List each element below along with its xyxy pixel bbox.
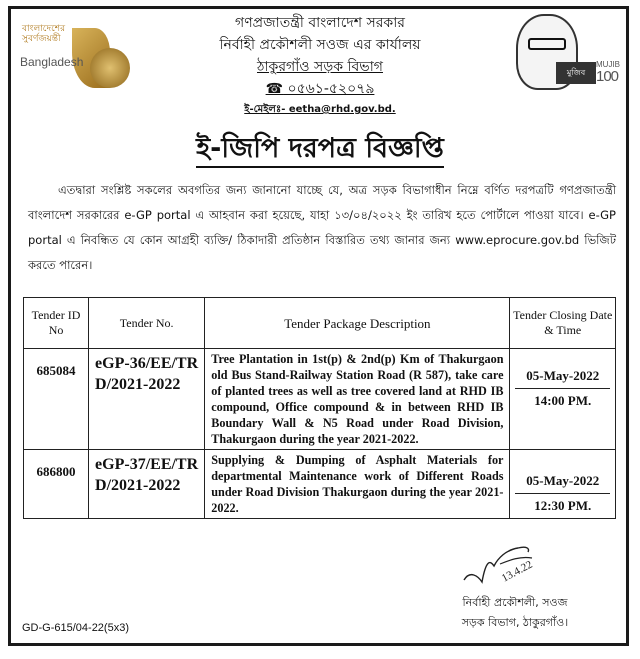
publication-code: GD-G-615/04-22(5x3) xyxy=(22,622,129,634)
hundred-label: 100 xyxy=(596,68,619,85)
mujib-brand-text: মুজিব শতবর্ষ xyxy=(556,62,596,84)
bangladesh-50-logo xyxy=(10,18,130,88)
tender-description: Tree Plantation in 1st(p) & 2nd(p) Km of Thakurgaon old Bus Stand-Railway Station Road (R 587), take care of planted trees as well as tree covered land at RHD IB compound, Office compound & in between RHD IB Boundary Wall & N5 Road under Road Division, Thakurgaon during the year 2021-2022. xyxy=(205,349,510,450)
tender-no: eGP-37/EE/TRD/2021-2022 xyxy=(89,450,205,519)
table-row xyxy=(24,349,616,450)
notice-title-text: ই-জিপি দরপত্র বিজ্ঞপ্তি xyxy=(196,133,444,168)
government-name: গণপ্রজাতন্ত্রী বাংলাদেশ সরকার xyxy=(235,15,405,31)
tender-table xyxy=(23,297,616,519)
notice-paragraph xyxy=(28,178,616,278)
header-closing-date: Tender Closing Date & Time xyxy=(510,298,616,349)
logo-english-text: Bangladesh xyxy=(20,55,84,69)
tender-id: 686800 xyxy=(24,450,89,519)
closing-date-cell xyxy=(510,349,616,450)
closing-time: 14:00 PM. xyxy=(534,393,592,408)
mujib-100-logo xyxy=(508,14,620,99)
logo-zero-shape xyxy=(90,48,130,88)
svg-text:13.4.22: 13.4.22 xyxy=(499,558,535,585)
closing-date: 05-May-2022 xyxy=(515,368,610,389)
signature-image xyxy=(460,530,550,590)
glasses-icon xyxy=(528,38,566,50)
tender-description: Supplying & Dumping of Asphalt Materials for departmental Maintenance work of Different Roads under Road Division Thakurgaon during the year 2021-2022. xyxy=(205,450,510,519)
email-line[interactable]: ই-মেইলঃ- eetha@rhd.gov.bd. xyxy=(244,104,396,115)
table-row xyxy=(24,450,616,519)
header-tender-id: Tender ID No xyxy=(24,298,89,349)
signatory-block xyxy=(440,593,590,633)
letterhead xyxy=(150,12,490,120)
telephone-icon: ☎ xyxy=(265,81,284,97)
closing-date-cell xyxy=(510,450,616,519)
table-header-row xyxy=(24,298,616,349)
tender-no: eGP-36/EE/TRD/2021-2022 xyxy=(89,349,205,450)
closing-time: 12:30 PM. xyxy=(534,498,592,513)
division-name: ঠাকুরগাঁও সড়ক বিভাগ xyxy=(257,59,383,75)
closing-date: 05-May-2022 xyxy=(515,473,610,494)
logo-bangla-text: বাংলাদেশের সুবর্ণজয়ন্তী xyxy=(22,24,66,44)
notice-paragraph-text: এতদ্বারা সংশ্লিষ্ট সকলের অবগতির জন্য জানানো যাচ্ছে যে, অত্র সড়ক বিভাগাধীন নিম্নে বর্ণিত দরপত্রটি গণপ্রজাতন্ত্রী বাংলাদেশ সরকারের e-GP portal এ আহবান করা হয়েছে, যাহা ১৩/০৪/২০২২ ইং তারিখ হতে পোর্টালে পাওয়া যাবে। e-GP portal এ নিবন্ধিত যে কোন আগ্রহী ব্যক্তি/ ঠিকাদারী প্রতিষ্ঠান বিস্তারিত তথ্য জানার জন্য www.eprocure.gov.bd ভিজিট করতে পারেন। xyxy=(28,183,616,272)
phone-number: ০৫৬১-৫২০৭৯ xyxy=(287,81,375,97)
header-tender-no: Tender No. xyxy=(89,298,205,349)
signatory-title: নির্বাহী প্রকৌশলী, সওজ xyxy=(462,596,568,609)
notice-title xyxy=(150,128,490,173)
signatory-office: সড়ক বিভাগ, ঠাকুরগাঁও। xyxy=(461,616,569,629)
mujib-label: MUJIB xyxy=(596,60,620,69)
header-description: Tender Package Description xyxy=(205,298,510,349)
tender-id: 685084 xyxy=(24,349,89,450)
office-name: নির্বাহী প্রকৌশলী সওজ এর কার্যালয় xyxy=(219,37,421,53)
phone-line xyxy=(150,78,490,100)
